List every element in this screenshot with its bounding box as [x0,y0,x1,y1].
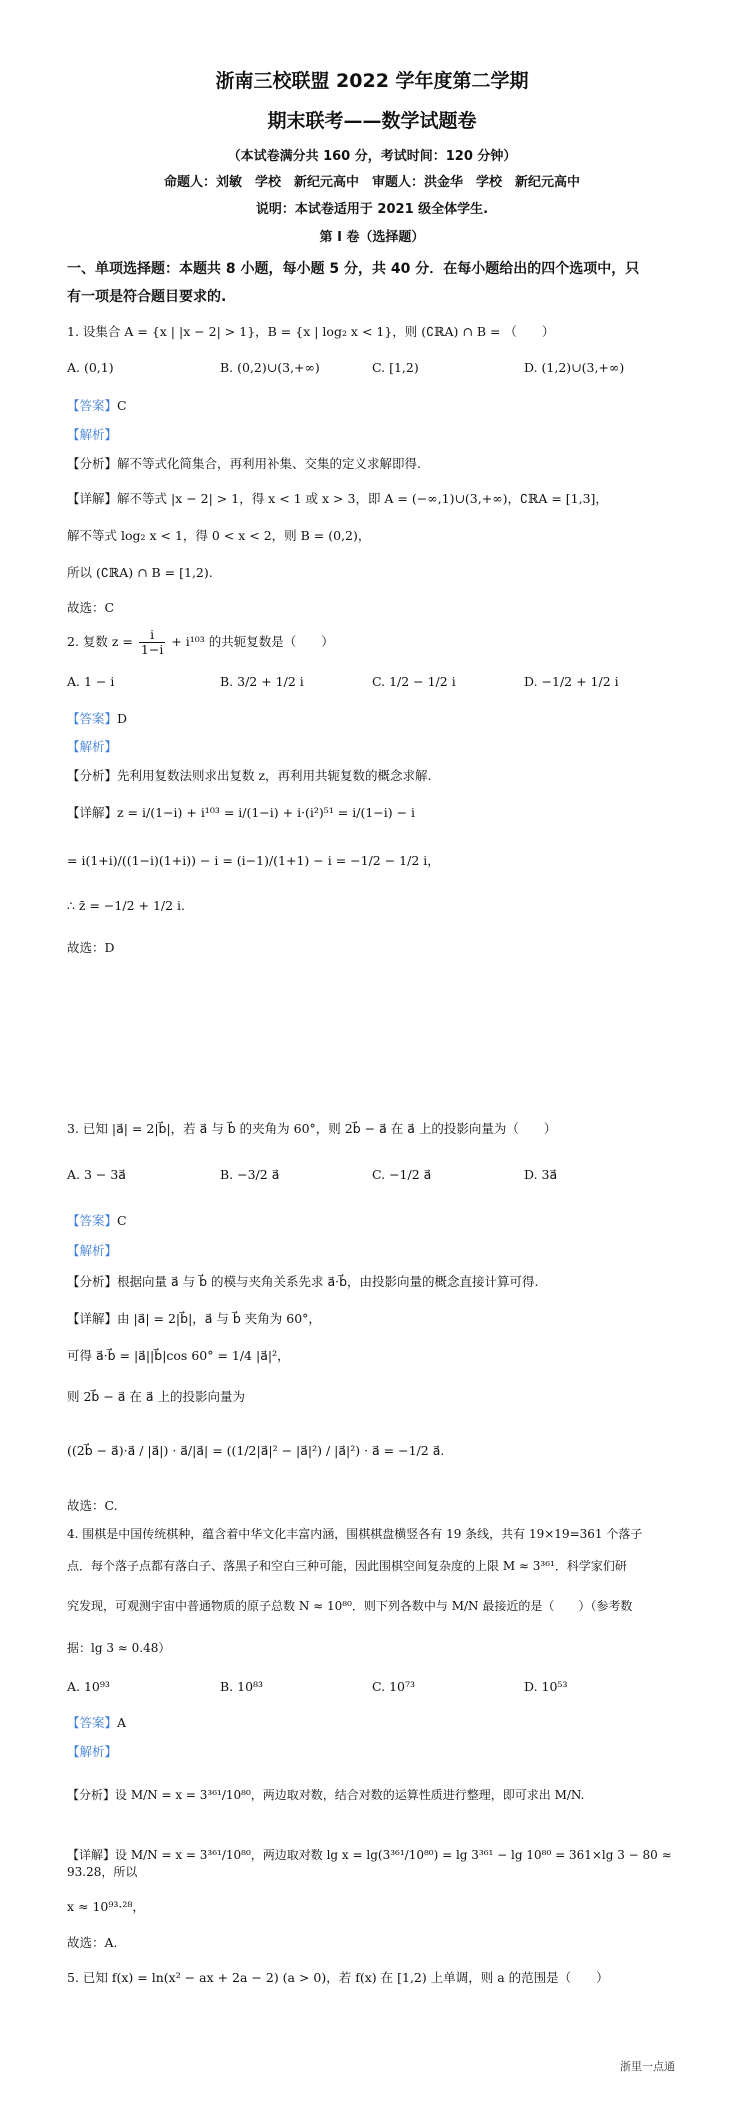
exam-title: 浙南三校联盟 2022 学年度第二学期 [215,70,529,92]
q2-fraction: $\frac{i}{1-i}$ [140,627,164,657]
q1-option-c: C. [1,2) [372,360,419,375]
q2-analysis: 【分析】先利用复数法则求出复数 z，再利用共轭复数的概念求解. [67,768,432,783]
q3-detail-3: 则 2b⃗ − a⃗ 在 a⃗ 上的投影向量为 [67,1389,246,1404]
page-footer: 浙里一点通 [620,2060,675,2073]
q2-jiexi-label: 【解析】 [67,739,118,754]
answer-value: A [117,1715,127,1730]
exam-subtitle: 期末联考——数学试题卷 [267,110,477,132]
q3-jiexi-label: 【解析】 [67,1243,118,1258]
answer-value: D [117,711,128,726]
answer-label: 【答案】 [67,1213,118,1228]
q1-detail-2: 解不等式 log₂ x < 1，得 0 < x < 2，则 B = (0,2)， [67,528,371,543]
q3-option-b: B. −3/2 a⃗ [220,1167,280,1182]
q4-option-c: C. 10⁷³ [372,1679,415,1694]
q2-stem [67,628,334,657]
answer-label: 【答案】 [67,711,118,726]
q1-jiexi-label: 【解析】 [67,427,118,442]
q4-option-d: D. 10⁵³ [524,1679,568,1694]
q2-detail-2: = i(1+i)/((1−i)(1+i)) − i = (i−1)/(1+1) − i = −1/2 − 1/2 i， [67,853,440,868]
q3-detail-1: 【详解】由 |a⃗| = 2|b⃗|，a⃗ 与 b⃗ 夹角为 60°， [67,1311,321,1326]
q1-analysis: 【分析】解不等式化简集合，再利用补集、交集的定义求解即得. [67,456,421,471]
q3-stem: 3. 已知 |a⃗| = 2|b⃗|，若 a⃗ 与 b⃗ 的夹角为 60°，则 2b⃗ − a⃗ 在 a⃗ 上的投影向量为（ ） [67,1121,557,1136]
q3-analysis: 【分析】根据向量 a⃗ 与 b⃗ 的模与夹角关系先求 a⃗·b⃗，由投影向量的概念直接计算可得. [67,1274,539,1289]
q4-stem-line3: 究发现，可观测宇宙中普通物质的原子总数 N ≈ 10⁸⁰．则下列各数中与 M/N 最接近的是（ ）（参考数 [67,1599,633,1613]
q3-answer [67,1211,127,1229]
q2-stem-pre: 2. 复数 z = [67,634,133,649]
q3-choose: 故选：C. [67,1498,118,1513]
q2-option-a: A. 1 − i [67,674,115,689]
answer-label: 【答案】 [67,398,118,413]
q4-option-b: B. 10⁸³ [220,1679,264,1694]
q4-detail-1: 【详解】设 M/N = x = 3³⁶¹/10⁸⁰，两边取对数 lg x = lg(3³⁶¹/10⁸⁰) = lg 3³⁶¹ − lg 10⁸⁰ = 361×lg 3 − 80 ≈ 93.28，所以 [67,1848,672,1879]
section-heading-line2: 有一项是符合题目要求的. [67,289,227,305]
q3-option-c: C. −1/2 a⃗ [372,1167,432,1182]
q1-stem: 1. 设集合 A = {x | |x − 2| > 1}，B = {x | log₂ x < 1}，则 (∁ℝA) ∩ B = （ ） [67,324,555,339]
q3-detail-4: ((2b⃗ − a⃗)·a⃗ / |a⃗|) · a⃗/|a⃗| = ((1/2|a⃗|² − |a⃗|²) / |a⃗|²) · a⃗ = −1/2 a⃗. [67,1443,445,1458]
q2-detail-3: ∴ z̄ = −1/2 + 1/2 i. [67,898,186,913]
answer-value: C [117,398,127,413]
q2-choose: 故选：D [67,940,115,955]
q1-detail-1: 【详解】解不等式 |x − 2| > 1，得 x < 1 或 x > 3，即 A = (−∞,1)∪(3,+∞)，∁ℝA = [1,3]， [67,491,608,506]
q2-option-b: B. 3/2 + 1/2 i [220,674,304,689]
section-heading-line1: 一、单项选择题：本题共 8 小题，每小题 5 分，共 40 分．在每小题给出的四个选项中，只 [67,261,640,277]
q1-option-d: D. (1,2)∪(3,+∞) [524,360,625,375]
q4-choose: 故选：A. [67,1935,118,1950]
q1-choose: 故选：C [67,600,115,615]
answer-label: 【答案】 [67,1715,118,1730]
q5-stem: 5. 已知 f(x) = ln(x² − ax + 2a − 2) (a > 0)，若 f(x) 在 [1,2) 上单调，则 a 的范围是（ ） [67,1970,609,1985]
exam-authors: 命题人：刘敏 学校 新纪元高中 审题人：洪金华 学校 新纪元高中 [163,175,580,190]
q1-detail-3: 所以 (∁ℝA) ∩ B = [1,2). [67,565,213,580]
q4-stem-line1: 4. 围棋是中国传统棋种，蕴含着中华文化丰富内涵，围棋棋盘横竖各有 19 条线，共有 19×19=361 个落子 [67,1527,643,1541]
q4-jiexi-label: 【解析】 [67,1744,118,1759]
q4-detail-2: x ≈ 10⁹³·²⁸， [67,1899,145,1914]
q1-option-a: A. (0,1) [67,360,114,375]
q4-answer [67,1713,126,1731]
q2-answer [67,709,127,727]
exam-info: （本试卷满分共 160 分，考试时间：120 分钟） [227,149,517,164]
q2-stem-post: + i¹⁰³ 的共轭复数是（ ） [171,634,334,649]
exam-scope: 说明：本试卷适用于 2021 级全体学生. [255,202,489,217]
q2-option-c: C. 1/2 − 1/2 i [372,674,456,689]
q2-detail-1: 【详解】z = i/(1−i) + i¹⁰³ = i/(1−i) + i·(i²)⁵¹ = i/(1−i) − i [67,805,416,820]
q3-option-d: D. 3a⃗ [524,1167,558,1182]
q1-answer [67,396,127,414]
q4-option-a: A. 10⁹³ [67,1679,110,1694]
q4-analysis: 【分析】设 M/N = x = 3³⁶¹/10⁸⁰，两边取对数，结合对数的运算性质进行整理，即可求出 M/N. [67,1788,585,1802]
q1-option-b: B. (0,2)∪(3,+∞) [220,360,320,375]
q4-stem-line2: 点．每个落子点都有落白子、落黑子和空白三种可能，因此围棋空间复杂度的上限 M ≈ 3³⁶¹．科学家们研 [67,1559,627,1573]
q3-option-a: A. 3 − 3a⃗ [67,1167,126,1182]
answer-value: C [117,1213,127,1228]
q3-detail-2: 可得 a⃗·b⃗ = |a⃗||b⃗|cos 60° = 1/4 |a⃗|²， [67,1348,290,1363]
q2-option-d: D. −1/2 + 1/2 i [524,674,619,689]
q4-stem-line4: 据：lg 3 ≈ 0.48） [67,1641,171,1655]
part-title: 第 I 卷（选择题） [319,230,425,245]
